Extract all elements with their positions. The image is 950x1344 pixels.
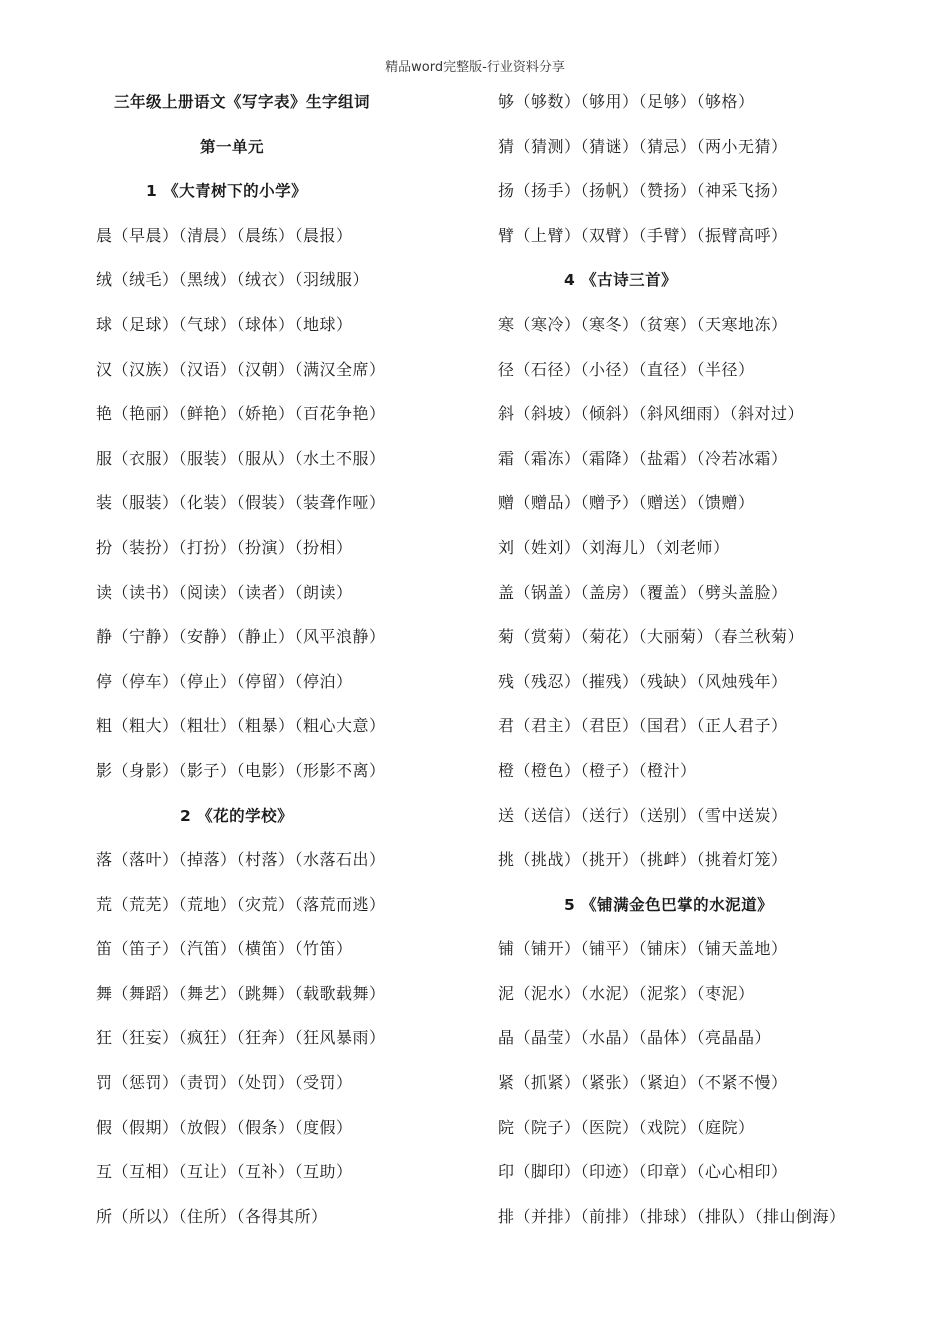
- word-entry: 绒（绒毛）（黑绒）（绒衣）（羽绒服）: [96, 270, 370, 290]
- word-entry: 送（送信）（送行）（送别）（雪中送炭）: [498, 805, 788, 825]
- page-header: 精品word完整版-行业资料分享: [385, 60, 565, 75]
- word-entry: 停（停车）（停止）（停留）（停泊）: [96, 671, 353, 691]
- word-entry: 院（院子）（医院）（戏院）（庭院）: [498, 1117, 755, 1137]
- section-heading: 2 《花的学校》: [180, 806, 294, 825]
- word-entry: 霜（霜冻）（霜降）（盐霜）（冷若冰霜）: [498, 448, 788, 468]
- section-heading: 1 《大青树下的小学》: [146, 182, 308, 201]
- word-entry: 臂（上臂）（双臂）（手臂）（振臂高呼）: [498, 225, 788, 245]
- word-entry: 装（服装）（化装）（假装）（装聋作哑）: [96, 493, 386, 513]
- section-heading: 4 《古诗三首》: [564, 271, 678, 290]
- word-entry: 铺（铺开）（铺平）（铺床）（铺天盖地）: [498, 939, 788, 959]
- word-entry: 罚（惩罚）（责罚）（处罚）（受罚）: [96, 1073, 353, 1093]
- word-entry: 扬（扬手）（扬帆）（赞扬）（神采飞扬）: [498, 181, 788, 201]
- word-entry: 残（残忍）（摧残）（残缺）（风烛残年）: [498, 671, 788, 691]
- word-entry: 影（身影）（影子）（电影）（形影不离）: [96, 760, 386, 780]
- word-entry: 狂（狂妄）（疯狂）（狂奔）（狂风暴雨）: [96, 1028, 386, 1048]
- word-entry: 猜（猜测）（猜谜）（猜忌）（两小无猜）: [498, 136, 788, 156]
- word-entry: 静（宁静）（安静）（静止）（风平浪静）: [96, 627, 386, 647]
- word-entry: 读（读书）（阅读）（读者）（朗读）: [96, 582, 353, 602]
- word-entry: 汉（汉族）（汉语）（汉朝）（满汉全席）: [96, 359, 386, 379]
- word-entry: 印（脚印）（印迹）（印章）（心心相印）: [498, 1162, 788, 1182]
- word-entry: 所（所以）（住所）（各得其所）: [96, 1206, 328, 1226]
- section-heading: 三年级上册语文《写字表》生字组词: [114, 93, 371, 111]
- word-entry: 斜（斜坡）（倾斜）（斜风细雨）（斜对过）: [498, 404, 805, 424]
- word-entry: 菊（赏菊）（菊花）（大丽菊）（春兰秋菊）: [498, 627, 805, 647]
- word-entry: 晨（早晨）（清晨）（晨练）（晨报）: [96, 225, 353, 245]
- word-entry: 君（君主）（君臣）（国君）（正人君子）: [498, 716, 788, 736]
- section-heading: 5 《铺满金色巴掌的水泥道》: [564, 895, 774, 914]
- word-entry: 寒（寒冷）（寒冬）（贫寒）（天寒地冻）: [498, 314, 788, 334]
- word-entry: 落（落叶）（掉落）（村落）（水落石出）: [96, 850, 386, 870]
- word-entry: 假（假期）（放假）（假条）（度假）: [96, 1117, 353, 1137]
- word-entry: 舞（舞蹈）（舞艺）（跳舞）（载歌载舞）: [96, 983, 386, 1003]
- left-column: [96, 80, 476, 1239]
- word-entry: 橙（橙色）（橙子）（橙汁）: [498, 760, 697, 780]
- word-entry: 盖（锅盖）（盖房）（覆盖）（劈头盖脸）: [498, 582, 788, 602]
- word-entry: 赠（赠品）（赠予）（赠送）（馈赠）: [498, 493, 755, 513]
- word-entry: 互（互相）（互让）（互补）（互助）: [96, 1162, 353, 1182]
- section-heading: 第一单元: [200, 137, 265, 156]
- word-entry: 紧（抓紧）（紧张）（紧迫）（不紧不慢）: [498, 1073, 788, 1093]
- word-entry: 够（够数）（够用）（足够）（够格）: [498, 92, 755, 111]
- word-entry: 挑（挑战）（挑开）（挑衅）（挑着灯笼）: [498, 850, 788, 870]
- word-entry: 艳（艳丽）（鲜艳）（娇艳）（百花争艳）: [96, 404, 386, 424]
- word-entry: 晶（晶莹）（水晶）（晶体）（亮晶晶）: [498, 1028, 772, 1048]
- word-entry: 刘（姓刘）（刘海儿）（刘老师）: [498, 537, 730, 557]
- right-column: [498, 80, 918, 1239]
- word-entry: 笛（笛子）（汽笛）（横笛）（竹笛）: [96, 939, 353, 959]
- word-entry: 扮（装扮）（打扮）（扮演）（扮相）: [96, 537, 353, 557]
- word-entry: 粗（粗大）（粗壮）（粗暴）（粗心大意）: [96, 716, 386, 736]
- word-entry: 排（并排）（前排）（排球）（排队）（排山倒海）: [498, 1206, 846, 1226]
- word-entry: 荒（荒芜）（荒地）（灾荒）（落荒而逃）: [96, 894, 386, 914]
- word-entry: 泥（泥水）（水泥）（泥浆）（枣泥）: [498, 983, 755, 1003]
- word-entry: 球（足球）（气球）（球体）（地球）: [96, 314, 353, 334]
- word-entry: 服（衣服）（服装）（服从）（水土不服）: [96, 448, 386, 468]
- word-entry: 径（石径）（小径）（直径）（半径）: [498, 359, 755, 379]
